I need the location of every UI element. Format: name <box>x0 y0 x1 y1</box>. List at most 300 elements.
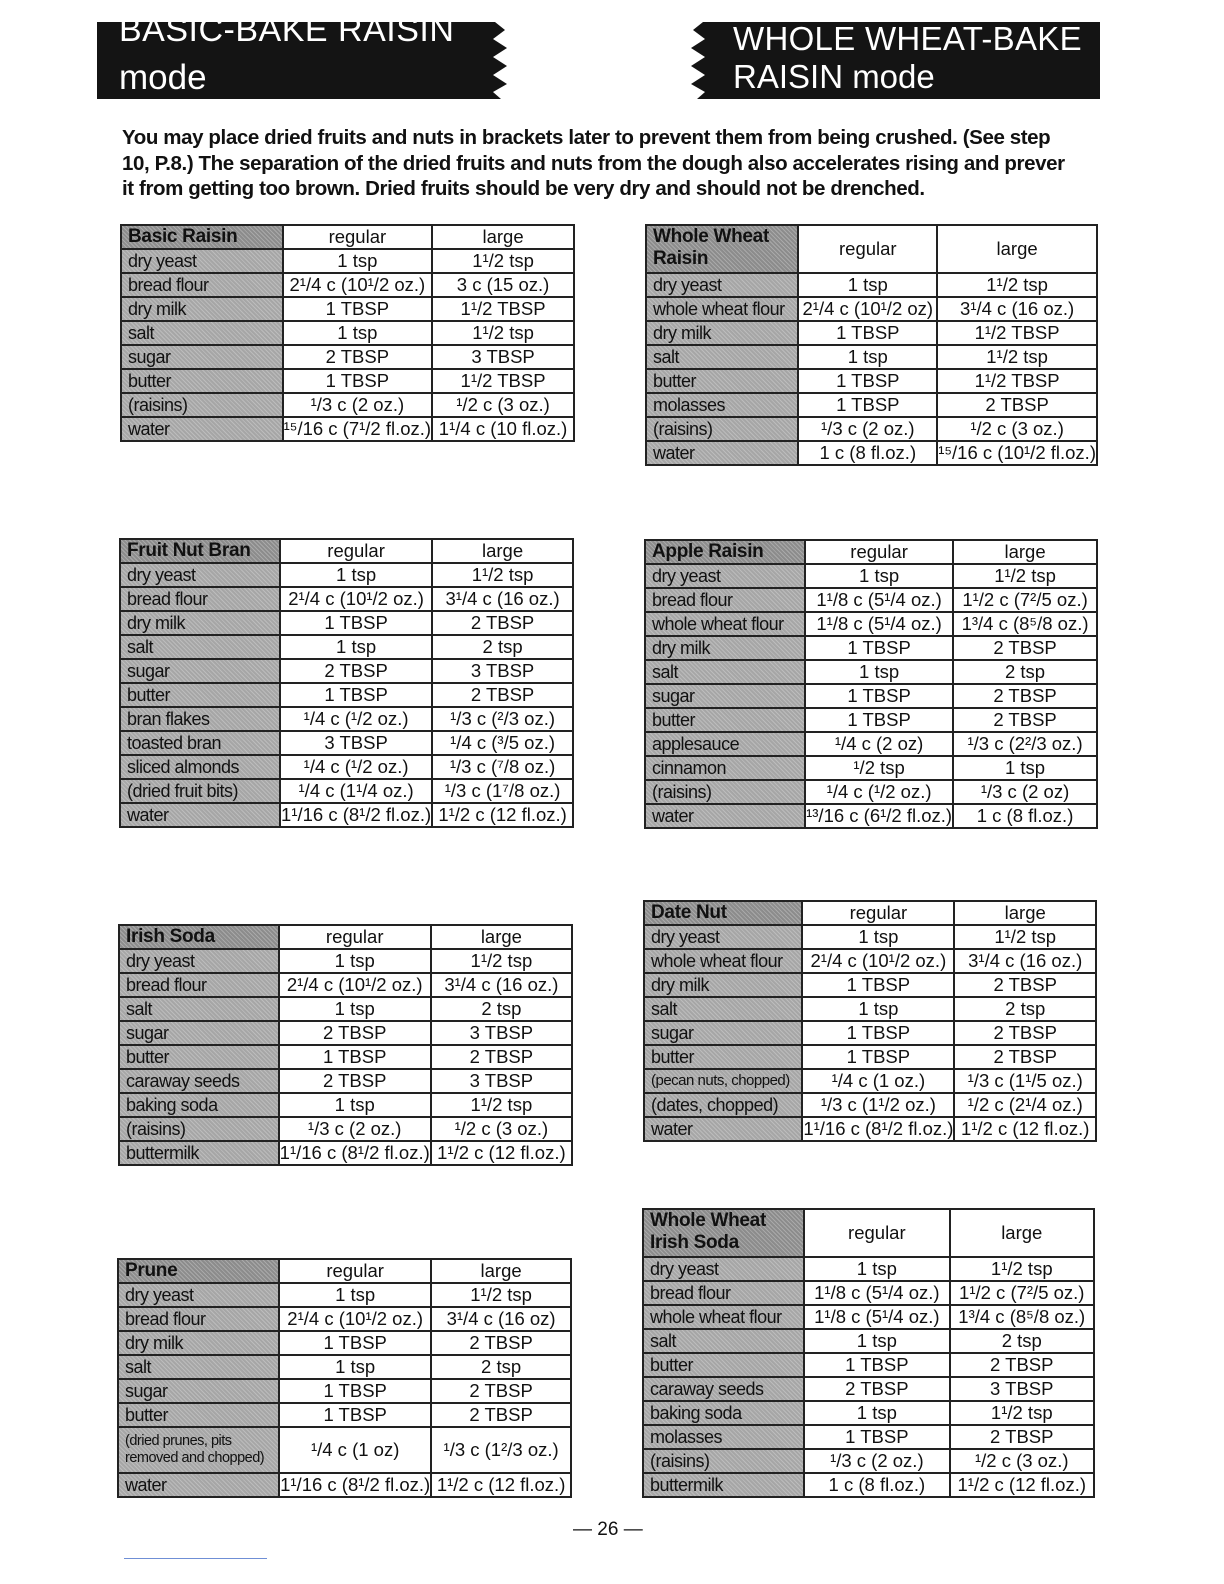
large-amount: 2 TBSP <box>953 684 1097 708</box>
table-row <box>645 660 1097 684</box>
large-amount: 3 c (15 oz.) <box>432 273 574 297</box>
ingredient-name: sugar <box>118 1379 279 1403</box>
ingredient-name: (raisins) <box>645 780 805 804</box>
ingredient-name: baking soda <box>643 1401 804 1425</box>
regular-amount: 1 tsp <box>280 635 432 659</box>
table-header-row <box>121 225 574 249</box>
ingredient-name: buttermilk <box>119 1141 279 1165</box>
large-amount: 2 TBSP <box>954 973 1096 997</box>
recipe-title <box>646 225 798 273</box>
ingredient-name: caraway seeds <box>643 1377 804 1401</box>
table-row <box>121 273 574 297</box>
ingredient-name: buttermilk <box>643 1473 804 1497</box>
column-header-large: large <box>431 925 572 949</box>
ingredient-name: dry yeast <box>643 1257 804 1281</box>
large-amount: ¹/3 c (1²/3 oz.) <box>431 1427 571 1473</box>
regular-amount: 1¹/8 c (5¹/4 oz.) <box>805 612 953 636</box>
table-row <box>644 997 1096 1021</box>
column-header-large: large <box>950 1209 1094 1257</box>
large-amount: 2 tsp <box>431 1355 571 1379</box>
regular-amount: ¹/3 c (2 oz.) <box>279 1117 431 1141</box>
regular-amount: 1 TBSP <box>798 369 937 393</box>
large-amount: ¹/3 c (²/3 oz.) <box>432 707 573 731</box>
large-amount: 1¹/2 c (12 fl.oz.) <box>431 1141 572 1165</box>
ingredient-line: removed and chopped) <box>125 1450 265 1466</box>
table-row <box>643 1353 1094 1377</box>
ingredient-name: (raisins) <box>119 1117 279 1141</box>
large-amount: ¹/3 c (⁷/8 oz.) <box>432 755 573 779</box>
table-row <box>643 1449 1094 1473</box>
recipe-title-line: Whole Wheat <box>650 1210 766 1231</box>
large-amount: 1¹/2 TBSP <box>432 297 574 321</box>
intro-paragraph <box>122 125 1107 202</box>
table-row <box>646 321 1097 345</box>
regular-amount: 1 c (8 fl.oz.) <box>804 1473 949 1497</box>
regular-amount: 1¹/16 c (8¹/2 fl.oz.) <box>279 1142 430 1163</box>
ingredient-name: dry milk <box>121 297 283 321</box>
table-row <box>121 249 574 273</box>
column-header-regular: regular <box>280 539 432 563</box>
regular-amount: 3 TBSP <box>280 731 432 755</box>
regular-amount: ¹/3 c (2 oz.) <box>798 417 937 441</box>
ingredient-name: salt <box>119 997 279 1021</box>
recipe-table-whole-wheat-raisin <box>645 224 1098 466</box>
table-row <box>645 588 1097 612</box>
large-amount: ¹/2 c (3 oz.) <box>937 417 1097 441</box>
regular-amount: 1 TBSP <box>279 1403 431 1427</box>
table-row <box>645 612 1097 636</box>
table-row <box>643 1401 1094 1425</box>
regular-amount: ¹/4 c (1 oz.) <box>802 1069 954 1093</box>
regular-amount: 1¹/16 c (8¹/2 fl.oz.) <box>281 804 432 825</box>
regular-amount: 1 tsp <box>802 997 954 1021</box>
recipe-table-apple-raisin <box>644 539 1098 829</box>
ingredient-name: butter <box>119 1045 279 1069</box>
ingredient-name: dry milk <box>118 1331 279 1355</box>
large-amount: 1¹/2 tsp <box>431 1283 571 1307</box>
large-amount: 3¹/4 c (16 oz.) <box>937 297 1097 321</box>
ingredient-name: water <box>644 1117 802 1141</box>
table-row <box>121 345 574 369</box>
ingredient-name: sugar <box>119 1021 279 1045</box>
ingredient-name: butter <box>644 1045 802 1069</box>
regular-amount: 1 tsp <box>798 345 937 369</box>
ingredient-name: dry milk <box>646 321 798 345</box>
ingredient-name: dry yeast <box>119 949 279 973</box>
regular-amount: 1 TBSP <box>804 1425 949 1449</box>
large-amount: 2 TBSP <box>953 636 1097 660</box>
regular-amount: 1 tsp <box>280 563 432 587</box>
regular-amount: 2¹/4 c (10¹/2 oz.) <box>279 1307 431 1331</box>
regular-amount: 1 tsp <box>279 949 431 973</box>
table-header-row <box>120 539 573 563</box>
regular-amount: 2 TBSP <box>279 1021 431 1045</box>
ingredient-name: bread flour <box>645 588 805 612</box>
large-amount: 1¹/2 c (12 fl.oz.) <box>950 1473 1094 1497</box>
ingredient-name: salt <box>644 997 802 1021</box>
ingredient-name: (dates, chopped) <box>644 1093 802 1117</box>
ingredient-name: dry yeast <box>645 564 805 588</box>
regular-amount: 1 tsp <box>805 660 953 684</box>
table-row <box>645 636 1097 660</box>
table-row <box>119 1069 572 1093</box>
table-row <box>646 393 1097 417</box>
regular-amount: 1 tsp <box>798 273 937 297</box>
table-header-row <box>119 925 572 949</box>
regular-amount: 1 TBSP <box>804 1353 949 1377</box>
whole-wheat-bake-raisin-banner <box>705 22 1100 99</box>
regular-amount: 1 TBSP <box>280 611 432 635</box>
ingredient-name: butter <box>646 369 798 393</box>
intro-line: it from getting too brown. Dried fruits should be very dry and should not be drenched. <box>122 177 925 200</box>
large-amount: 1¹/2 TBSP <box>937 369 1097 393</box>
regular-amount: 1 TBSP <box>798 321 937 345</box>
regular-amount: 1 tsp <box>804 1329 949 1353</box>
table-row <box>119 1093 572 1117</box>
large-amount: 3 TBSP <box>432 659 573 683</box>
regular-amount: 1 TBSP <box>283 369 433 393</box>
large-amount: 2 TBSP <box>953 708 1097 732</box>
ingredient-name: caraway seeds <box>119 1069 279 1093</box>
ingredient-name: salt <box>120 635 280 659</box>
ingredient-name: whole wheat flour <box>645 612 805 636</box>
column-header-large: large <box>432 225 574 249</box>
regular-amount: ¹/4 c (1¹/4 oz.) <box>280 779 432 803</box>
ingredient-name: butter <box>120 683 280 707</box>
regular-amount: ¹/4 c (¹/2 oz.) <box>805 780 953 804</box>
large-amount: ¹/3 c (2 oz) <box>953 780 1097 804</box>
table-row <box>120 779 573 803</box>
large-amount: 2 TBSP <box>432 611 573 635</box>
regular-amount: ¹/4 c (1 oz) <box>279 1427 431 1473</box>
ingredient-name: salt <box>643 1329 804 1353</box>
table-row <box>118 1473 571 1497</box>
table-row <box>646 417 1097 441</box>
table-row <box>120 635 573 659</box>
large-amount: 3 TBSP <box>431 1069 572 1093</box>
ingredient-name: sugar <box>121 345 283 369</box>
ingredient-name: molasses <box>643 1425 804 1449</box>
table-row <box>120 803 573 827</box>
regular-amount: 2 TBSP <box>804 1377 949 1401</box>
large-amount: 2 TBSP <box>954 1021 1096 1045</box>
ingredient-name: bread flour <box>120 587 280 611</box>
ingredient-name: dry yeast <box>644 925 802 949</box>
table-row <box>643 1329 1094 1353</box>
large-amount: 3¹/4 c (16 oz.) <box>431 973 572 997</box>
large-amount: 2 tsp <box>431 997 572 1021</box>
regular-amount: 1 tsp <box>804 1401 949 1425</box>
column-header-regular: regular <box>802 901 954 925</box>
regular-amount: 2¹/4 c (10¹/2 oz.) <box>283 273 433 297</box>
table-row <box>646 345 1097 369</box>
large-amount: 2 tsp <box>953 660 1097 684</box>
large-amount: 2 TBSP <box>431 1403 571 1427</box>
recipe-title-line: Whole Wheat <box>653 226 769 247</box>
table-row <box>119 1117 572 1141</box>
table-row <box>644 1021 1096 1045</box>
regular-amount: 1¹/8 c (5¹/4 oz.) <box>805 588 953 612</box>
regular-amount: 1 tsp <box>279 997 431 1021</box>
ingredient-line: (dried prunes, pits <box>125 1433 232 1449</box>
large-amount: 3¹/4 c (16 oz) <box>431 1307 571 1331</box>
regular-amount: 1 TBSP <box>805 684 953 708</box>
recipe-table-whole-wheat-irish-soda <box>642 1208 1095 1498</box>
regular-amount: 1¹/16 c (8¹/2 fl.oz.) <box>280 1474 431 1495</box>
ingredient-name: bread flour <box>643 1281 804 1305</box>
large-amount: 2 TBSP <box>954 1045 1096 1069</box>
table-row <box>645 804 1097 828</box>
regular-amount: ¹/3 c (2 oz.) <box>283 393 433 417</box>
table-row <box>645 564 1097 588</box>
recipe-table-irish-soda <box>118 924 573 1166</box>
large-amount: 2 TBSP <box>431 1331 571 1355</box>
large-amount: 2 tsp <box>950 1329 1094 1353</box>
recipe-title: Date Nut <box>644 901 802 925</box>
table-row <box>644 1117 1096 1141</box>
table-row <box>121 393 574 417</box>
table-row <box>644 1045 1096 1069</box>
table-row <box>118 1283 571 1307</box>
zigzag-edge-icon <box>691 22 707 99</box>
recipe-title: Fruit Nut Bran <box>120 539 280 563</box>
intro-line: 10, P.8.) The separation of the dried fruits and nuts from the dough also accelerates rising and prever <box>122 151 1065 175</box>
zigzag-edge-icon <box>491 22 511 99</box>
regular-amount: 1 tsp <box>804 1257 949 1281</box>
table-row <box>121 297 574 321</box>
ingredient-name: dry yeast <box>120 563 280 587</box>
table-row <box>118 1379 571 1403</box>
large-amount: 1¹/2 tsp <box>937 345 1097 369</box>
large-amount: 1¹/2 tsp <box>432 563 573 587</box>
table-row <box>121 417 574 441</box>
table-row <box>646 441 1097 465</box>
ingredient-name: sliced almonds <box>120 755 280 779</box>
regular-amount: ¹/3 c (1¹/2 oz.) <box>802 1093 954 1117</box>
table-row <box>120 731 573 755</box>
large-amount: 3¹/4 c (16 oz.) <box>432 587 573 611</box>
column-header-large: large <box>432 539 573 563</box>
regular-amount: ¹⁵/16 c (7¹/2 fl.oz.) <box>283 418 432 439</box>
large-amount: 2 TBSP <box>431 1045 572 1069</box>
regular-amount: 1 TBSP <box>279 1331 431 1355</box>
basic-bake-raisin-banner <box>97 11 493 99</box>
regular-amount: 2 TBSP <box>283 345 433 369</box>
large-amount: 2 TBSP <box>950 1425 1094 1449</box>
recipe-table-fruit-nut-bran <box>119 538 574 828</box>
table-row <box>646 273 1097 297</box>
regular-amount: 2¹/4 c (10¹/2 oz.) <box>280 587 432 611</box>
large-amount: ¹/2 c (3 oz.) <box>950 1449 1094 1473</box>
regular-amount: 1 TBSP <box>283 297 433 321</box>
table-row <box>119 949 572 973</box>
large-amount: 1 c (8 fl.oz.) <box>953 804 1097 828</box>
recipe-title: Apple Raisin <box>645 540 805 564</box>
table-row <box>118 1331 571 1355</box>
ingredient-name: (raisins) <box>121 393 283 417</box>
table-row <box>643 1281 1094 1305</box>
ingredient-name: salt <box>121 321 283 345</box>
regular-amount: 1 TBSP <box>280 683 432 707</box>
large-amount: ¹/2 c (3 oz.) <box>432 393 574 417</box>
regular-amount: 2¹/4 c (10¹/2 oz) <box>798 297 937 321</box>
table-row <box>643 1257 1094 1281</box>
ingredient-name: water <box>645 804 805 828</box>
recipe-table-date-nut <box>643 900 1097 1142</box>
large-amount: 1¹/2 tsp <box>953 564 1097 588</box>
table-row <box>645 780 1097 804</box>
intro-line: You may place dried fruits and nuts in brackets later to prevent them from being crushed. (See step <box>122 126 1051 149</box>
table-header-row <box>644 901 1096 925</box>
regular-amount: 1 c (8 fl.oz.) <box>798 441 937 465</box>
large-amount: 2 tsp <box>954 997 1096 1021</box>
table-row <box>120 683 573 707</box>
table-row <box>118 1355 571 1379</box>
regular-amount: 1¹/16 c (8¹/2 fl.oz.) <box>803 1118 954 1139</box>
regular-amount: 2¹/4 c (10¹/2 oz.) <box>279 973 431 997</box>
regular-amount: 1 TBSP <box>802 973 954 997</box>
recipe-title: Irish Soda <box>119 925 279 949</box>
table-row <box>644 1069 1096 1093</box>
ingredient-name: (raisins) <box>643 1449 804 1473</box>
large-amount: ¹/3 c (1¹/5 oz.) <box>954 1069 1096 1093</box>
table-row <box>646 369 1097 393</box>
large-amount: 1¹/2 c (7²/5 oz.) <box>953 588 1097 612</box>
ingredient-name: bread flour <box>119 973 279 997</box>
table-row <box>645 732 1097 756</box>
regular-amount: 1 TBSP <box>802 1045 954 1069</box>
ingredient-name: bread flour <box>121 273 283 297</box>
table-row <box>120 563 573 587</box>
ingredient-name: water <box>646 441 798 465</box>
recipe-title: Prune <box>118 1259 279 1283</box>
ingredient-name <box>118 1427 279 1473</box>
large-amount: 1³/4 c (8⁵/8 oz.) <box>950 1305 1094 1329</box>
regular-amount: 1 tsp <box>279 1355 431 1379</box>
large-amount: ¹/2 c (3 oz.) <box>431 1117 572 1141</box>
regular-amount: 1 TBSP <box>805 708 953 732</box>
ingredient-name: water <box>120 803 280 827</box>
ingredient-name: butter <box>643 1353 804 1377</box>
column-header-regular: regular <box>804 1209 949 1257</box>
table-header-row <box>645 540 1097 564</box>
table-row <box>644 1093 1096 1117</box>
regular-amount: ¹/2 tsp <box>805 756 953 780</box>
recipe-title-line: Raisin <box>653 248 709 269</box>
large-amount: 1³/4 c (8⁵/8 oz.) <box>953 612 1097 636</box>
table-row <box>645 708 1097 732</box>
ingredient-name: cinnamon <box>645 756 805 780</box>
column-header-regular: regular <box>279 1259 431 1283</box>
column-header-large: large <box>937 225 1097 273</box>
regular-amount: ¹/3 c (2 oz.) <box>804 1449 949 1473</box>
large-amount: 2 TBSP <box>431 1379 571 1403</box>
large-amount: 1 tsp <box>953 756 1097 780</box>
column-header-large: large <box>953 540 1097 564</box>
regular-amount: 1 tsp <box>805 564 953 588</box>
table-row <box>119 973 572 997</box>
banner-title-line1: BASIC-BAKE RAISIN <box>119 11 455 49</box>
banner-title-line2: RAISIN mode <box>733 58 935 95</box>
regular-amount: 2¹/4 c (10¹/2 oz.) <box>802 949 954 973</box>
large-amount: 1¹/2 c (7²/5 oz.) <box>950 1281 1094 1305</box>
regular-amount: 1 tsp <box>283 321 433 345</box>
large-amount: 2 TBSP <box>937 393 1097 417</box>
ingredient-name: dry yeast <box>121 249 283 273</box>
ingredient-name: water <box>118 1473 279 1497</box>
table-row <box>119 1141 572 1165</box>
table-row <box>120 755 573 779</box>
ingredient-name: dry yeast <box>646 273 798 297</box>
table-row <box>118 1427 571 1473</box>
recipe-title-line: Irish Soda <box>650 1232 739 1253</box>
ingredient-name: dry yeast <box>118 1283 279 1307</box>
large-amount: 3 TBSP <box>431 1021 572 1045</box>
table-header-row <box>646 225 1097 273</box>
large-amount: 2 tsp <box>432 635 573 659</box>
ingredient-name: (raisins) <box>646 417 798 441</box>
ingredient-name: dry milk <box>645 636 805 660</box>
regular-amount: ¹³/16 c (6¹/2 fl.oz.) <box>806 805 953 826</box>
table-row <box>118 1307 571 1331</box>
regular-amount: 2 TBSP <box>280 659 432 683</box>
recipe-title: Basic Raisin <box>121 225 283 249</box>
large-amount: 1¹/2 TBSP <box>937 321 1097 345</box>
ingredient-name: applesauce <box>645 732 805 756</box>
large-amount: 2 TBSP <box>950 1353 1094 1377</box>
ingredient-name: salt <box>645 660 805 684</box>
table-row <box>120 587 573 611</box>
large-amount: 1¹/2 TBSP <box>432 369 574 393</box>
large-amount: ¹/3 c (1⁷/8 oz.) <box>432 779 573 803</box>
ingredient-name: sugar <box>644 1021 802 1045</box>
large-amount: 1¹/2 tsp <box>950 1401 1094 1425</box>
ingredient-name: whole wheat flour <box>643 1305 804 1329</box>
large-amount: ¹/2 c (2¹/4 oz.) <box>954 1093 1096 1117</box>
table-header-row <box>118 1259 571 1283</box>
large-amount: 3 TBSP <box>432 345 574 369</box>
ingredient-name: bran flakes <box>120 707 280 731</box>
large-amount: 1¹/2 tsp <box>937 273 1097 297</box>
regular-amount: 1 tsp <box>283 249 433 273</box>
table-row <box>645 756 1097 780</box>
table-row <box>119 1045 572 1069</box>
table-header-row <box>643 1209 1094 1257</box>
ingredient-name: baking soda <box>119 1093 279 1117</box>
large-amount: 1¹/4 c (10 fl.oz.) <box>432 417 574 441</box>
table-row <box>646 297 1097 321</box>
large-amount: 1¹/2 tsp <box>431 949 572 973</box>
large-amount: 1¹/2 tsp <box>950 1257 1094 1281</box>
table-row <box>121 369 574 393</box>
ingredient-name: butter <box>645 708 805 732</box>
column-header-regular: regular <box>279 925 431 949</box>
recipe-table-prune <box>117 1258 572 1498</box>
table-row <box>120 659 573 683</box>
regular-amount: 1¹/8 c (5¹/4 oz.) <box>804 1305 949 1329</box>
table-row <box>644 925 1096 949</box>
ingredient-name: salt <box>646 345 798 369</box>
large-amount: ¹/3 c (2²/3 oz.) <box>953 732 1097 756</box>
regular-amount: 1 TBSP <box>279 1045 431 1069</box>
page-number: — 26 — <box>573 1519 643 1540</box>
regular-amount: 1 tsp <box>279 1283 431 1307</box>
column-header-large: large <box>954 901 1096 925</box>
ingredient-name: dry milk <box>120 611 280 635</box>
table-row <box>643 1425 1094 1449</box>
large-amount: ¹⁵/16 c (10¹/2 fl.oz.) <box>938 442 1096 463</box>
large-amount: 1¹/2 tsp <box>432 321 574 345</box>
